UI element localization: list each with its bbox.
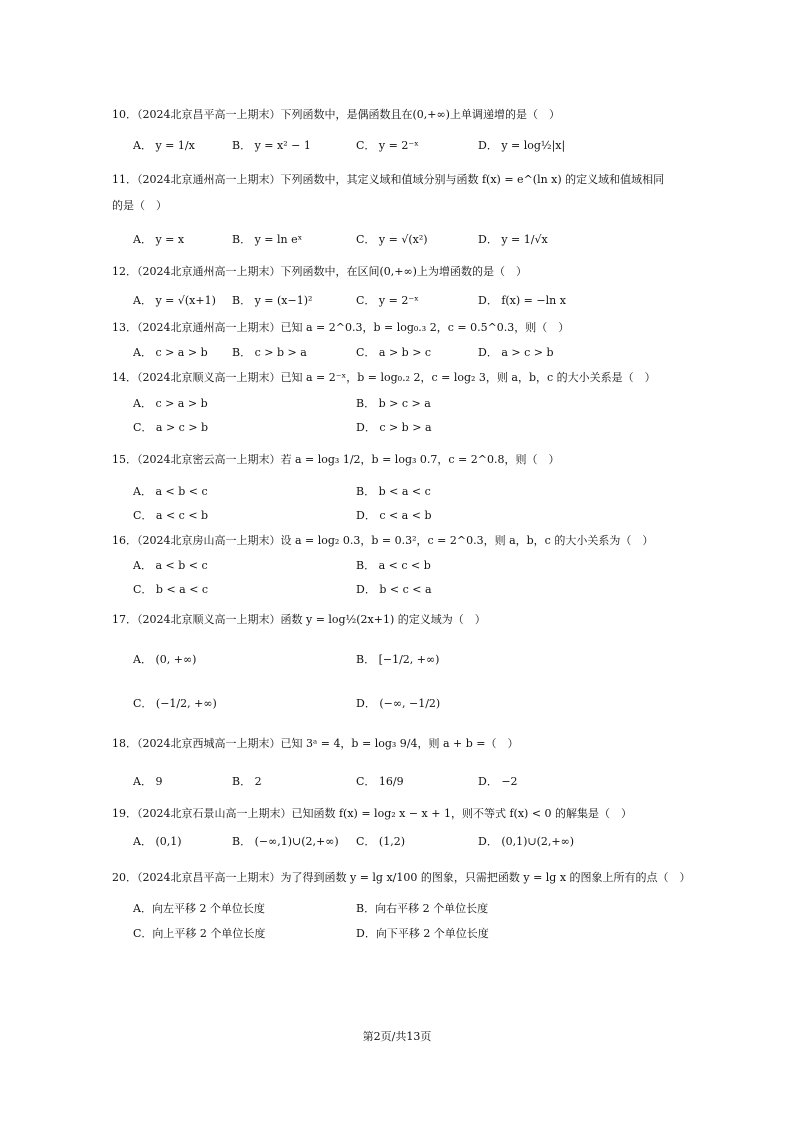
question-11-stem-cont: 的是（ ） [112, 199, 167, 212]
question-17-option-b: B． [−1/2, +∞) [356, 653, 440, 666]
question-14-option-b: B． b > c > a [356, 397, 431, 410]
question-15-stem: 15．（2024北京密云高一上期末）若 a = log₃ 1/2，b = log₃ 0.7，c = 2^0.8，则（ ） [112, 453, 560, 466]
question-13-option-b: B． c > b > a [232, 346, 307, 359]
question-10-option-c: C． y = 2⁻ˣ [356, 139, 419, 152]
question-16-option-c: C． b < a < c [133, 583, 209, 596]
question-20-option-c: C．向上平移 2 个单位长度 [133, 927, 266, 940]
question-13-option-a: A． c > a > b [133, 346, 208, 359]
question-16-option-b: B． a < c < b [356, 559, 431, 572]
question-18-option-d: D． −2 [478, 775, 518, 788]
question-12-option-c: C． y = 2⁻ˣ [356, 294, 419, 307]
question-14-option-a: A． c > a > b [133, 397, 208, 410]
question-11-stem: 11．（2024北京通州高一上期末）下列函数中，其定义域和值域分别与函数 f(x) = e^(ln x) 的定义域和值域相同 [112, 173, 665, 186]
question-16-option-d: D． b < c < a [356, 583, 432, 596]
question-19-option-d: D． (0,1)∪(2,+∞) [478, 835, 575, 848]
question-12-option-d: D． f(x) = −ln x [478, 294, 566, 307]
question-11-option-c: C． y = √(x²) [356, 233, 428, 246]
question-14-stem: 14．（2024北京顺义高一上期末）已知 a = 2⁻ˣ，b = log₀.₂ 2，c = log₂ 3，则 a，b，c 的大小关系是（ ） [112, 371, 656, 384]
question-12-option-a: A． y = √(x+1) [133, 294, 216, 307]
question-20-option-a: A．向左平移 2 个单位长度 [133, 902, 265, 915]
question-19-stem: 19．（2024北京石景山高一上期末）已知函数 f(x) = log₂ x − x + 1，则不等式 f(x) < 0 的解集是（ ） [112, 807, 633, 820]
question-11-option-b: B． y = ln eˣ [232, 233, 303, 246]
question-15-option-d: D． c < a < b [356, 509, 432, 522]
question-10-option-a: A． y = 1/x [133, 139, 195, 152]
question-10-option-b: B． y = x² − 1 [232, 139, 311, 152]
question-17-option-a: A． (0, +∞) [133, 653, 197, 666]
question-11-option-d: D． y = 1/√x [478, 233, 548, 246]
question-12-stem: 12．（2024北京通州高一上期末）下列函数中，在区间(0,+∞)上为增函数的是（ ） [112, 265, 527, 278]
question-17-stem: 17．（2024北京顺义高一上期末）函数 y = log½(2x+1) 的定义域为（ ） [112, 613, 486, 626]
question-18-option-c: C． 16/9 [356, 775, 404, 788]
question-10-option-d: D． y = log½|x| [478, 139, 566, 152]
question-20-stem: 20．（2024北京昌平高一上期末）为了得到函数 y = lg x/100 的图象，只需把函数 y = lg x 的图象上所有的点（ ） [112, 871, 691, 884]
question-19-option-b: B． (−∞,1)∪(2,+∞) [232, 835, 339, 848]
question-17-option-c: C． (−1/2, +∞) [133, 697, 217, 710]
question-16-stem: 16．（2024北京房山高一上期末）设 a = log₂ 0.3，b = 0.3²，c = 2^0.3，则 a，b，c 的大小关系为（ ） [112, 534, 654, 547]
question-13-option-c: C． a > b > c [356, 346, 432, 359]
question-14-option-d: D． c > b > a [356, 421, 432, 434]
page-footer: 第2页/共13页 [362, 1030, 432, 1043]
question-15-option-a: A． a < b < c [133, 485, 208, 498]
question-18-option-b: B． 2 [232, 775, 262, 788]
question-19-option-c: C． (1,2) [356, 835, 405, 848]
question-12-option-b: B． y = (x−1)² [232, 294, 313, 307]
question-15-option-c: C． a < c < b [133, 509, 209, 522]
question-14-option-c: C． a > c > b [133, 421, 209, 434]
question-20-option-d: D．向下平移 2 个单位长度 [356, 927, 489, 940]
question-17-option-d: D． (−∞, −1/2) [356, 697, 441, 710]
question-16-option-a: A． a < b < c [133, 559, 208, 572]
question-10-stem: 10．（2024北京昌平高一上期末）下列函数中，是偶函数且在(0,+∞)上单调递增的是（ ） [112, 108, 560, 121]
question-20-option-b: B．向右平移 2 个单位长度 [356, 902, 489, 915]
question-19-option-a: A． (0,1) [133, 835, 182, 848]
question-15-option-b: B． b < a < c [356, 485, 431, 498]
question-13-stem: 13．（2024北京通州高一上期末）已知 a = 2^0.3，b = log₀.₃ 2，c = 0.5^0.3，则（ ） [112, 321, 570, 334]
question-18-stem: 18．（2024北京西城高一上期末）已知 3ᵃ = 4，b = log₃ 9/4，则 a + b =（ ） [112, 737, 519, 750]
question-18-option-a: A． 9 [133, 775, 163, 788]
question-11-option-a: A． y = x [133, 233, 185, 246]
question-13-option-d: D． a > c > b [478, 346, 554, 359]
